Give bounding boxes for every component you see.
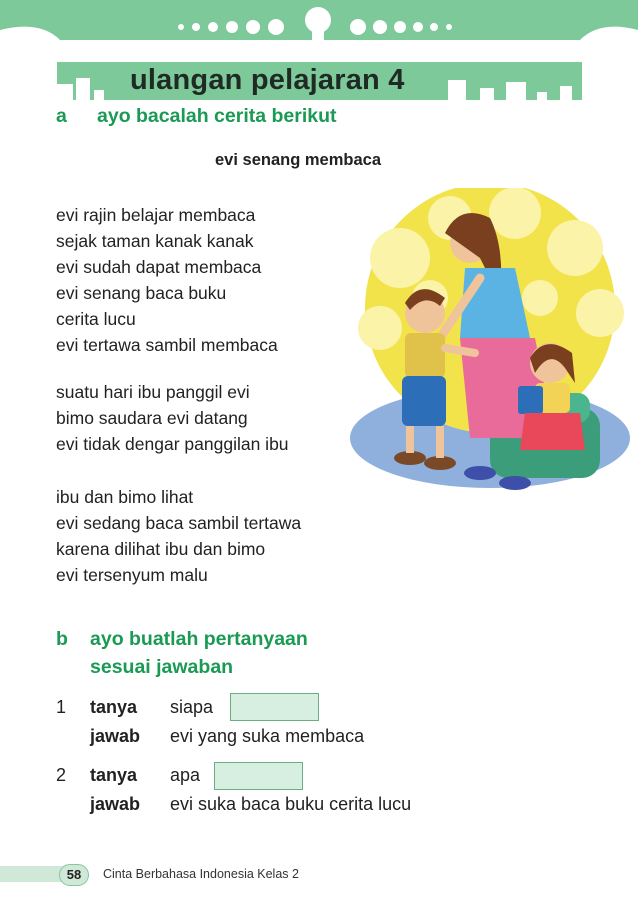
ask-value: siapa [170,697,214,717]
skyline-decoration [480,88,494,100]
story-line: evi sudah dapat membaca [56,257,262,277]
story-stanza-3 [56,484,301,588]
header-band [0,0,638,50]
story-line: bimo saudara evi datang [56,408,248,428]
ask-label: tanya [90,697,138,717]
skyline-decoration [506,82,526,100]
answer-input-box[interactable] [230,693,319,721]
answer-label: jawab [90,794,141,814]
story-line: evi tertawa sambil membaca [56,335,278,355]
page-number: 58 [59,864,89,886]
story-line: karena dilihat ibu dan bimo [56,539,266,559]
story-line: evi sedang baca sambil tertawa [56,513,302,533]
story-line: evi tersenyum malu [56,565,208,585]
question-number: 2 [56,765,67,785]
story-stanza-2 [56,379,289,457]
story-line: suatu hari ibu panggil evi [56,382,250,402]
skyline-decoration [94,90,104,100]
skyline-decoration [560,86,572,100]
section-b-instruction-line2: sesuai jawaban [90,656,234,678]
question-number: 1 [56,697,67,717]
ask-value: apa [170,765,201,785]
family-reading-illustration [340,188,630,508]
story-line: cerita lucu [56,309,136,329]
page-title: ulangan pelajaran 4 [130,64,405,96]
answer-input-box[interactable] [214,762,303,790]
answer-value: evi yang suka membaca [170,726,365,746]
story-title: evi senang membaca [215,151,381,169]
skyline-decoration [57,84,73,100]
story-line: evi senang baca buku [56,283,227,303]
answer-value: evi suka baca buku cerita lucu [170,794,412,814]
answer-label: jawab [90,726,141,746]
skyline-decoration [537,92,547,100]
story-line: evi tidak dengar panggilan ibu [56,434,289,454]
skyline-decoration [76,78,90,100]
skyline-decoration [448,80,466,100]
book-title: Cinta Berbahasa Indonesia Kelas 2 [103,867,299,881]
story-stanza-1 [56,202,278,358]
story-line: sejak taman kanak kanak [56,231,254,251]
story-line: ibu dan bimo lihat [56,487,194,507]
section-a-letter: a [56,105,67,127]
section-b-instruction-line1: ayo buatlah pertanyaan [90,628,308,650]
section-b-letter: b [56,628,68,650]
ask-label: tanya [90,765,138,785]
story-line: evi rajin belajar membaca [56,205,256,225]
section-a-instruction: ayo bacalah cerita berikut [97,105,337,127]
